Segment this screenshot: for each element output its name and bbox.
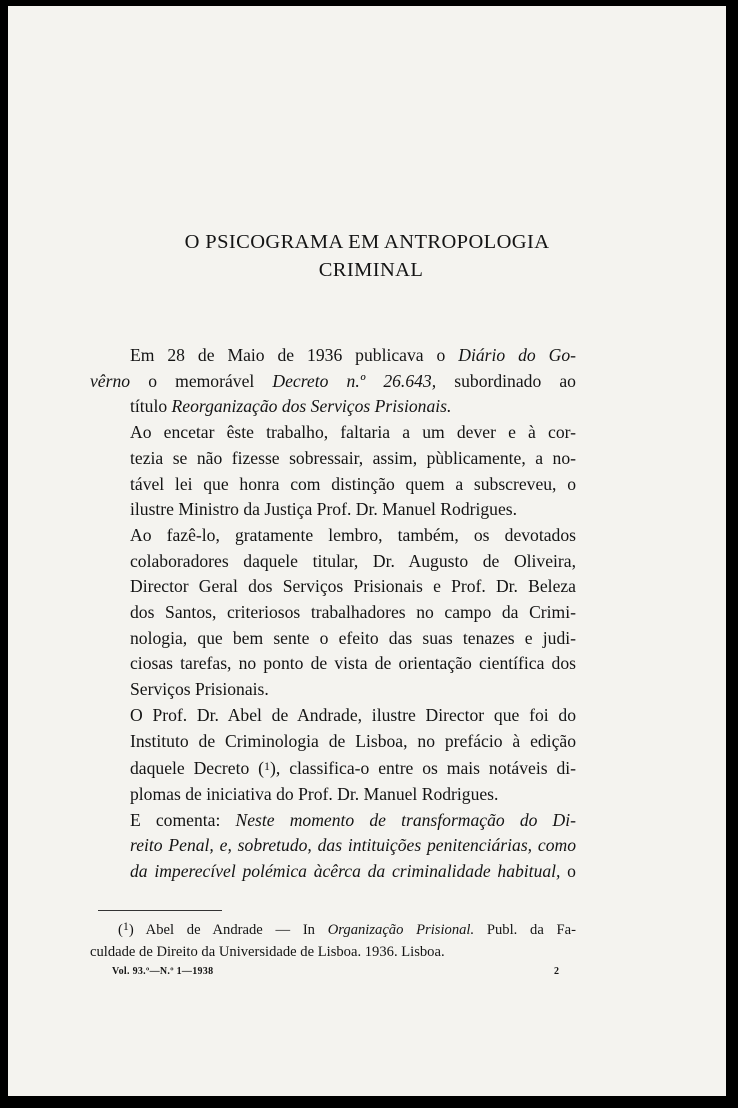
text-line: O Prof. Dr. Abel de Andrade, ilustre Director que foi do	[130, 704, 576, 725]
italic-text: Neste momento de transformação do Di-	[235, 809, 577, 830]
text-line: tável lei que honra com distinção quem a subscreveu, o	[130, 473, 576, 494]
document-page	[8, 6, 726, 1096]
text-line: Ao encetar êste trabalho, faltaria a um dever e à cor-	[130, 422, 576, 443]
text-line: dos Santos, criteriosos trabalhadores no campo da Crimi-	[130, 602, 576, 623]
text-span: E comenta:	[130, 809, 236, 830]
text-line: ilustre Ministro da Justiça Prof. Dr. Manuel Rodrigues.	[130, 499, 518, 520]
text-span: Em 28 de Maio de 1936 publicava o	[130, 345, 459, 365]
text-line: colaboradores daquele titular, Dr. Augusto de Oliveira,	[130, 550, 576, 571]
italic-text: Organização Prisional.	[327, 922, 475, 938]
paragraph-4	[90, 703, 576, 808]
footnote: ($^1$) Abel de Andrade — In Organização Prisional. Publ. da Fa- culdade de Direito da Universidade de Lisboa. 1936. Lisboa.	[90, 916, 576, 963]
italic-text: vêrno	[90, 370, 131, 391]
text-span: subordinado ao	[436, 370, 576, 391]
footnote-divider	[98, 910, 222, 911]
text-line: Serviços Prisionais.	[130, 679, 269, 700]
paragraph-5	[90, 808, 576, 885]
italic-text: Decreto n.º 26.643,	[272, 370, 437, 391]
signature-mark: 2	[554, 966, 560, 977]
article-body	[90, 343, 576, 885]
text-span: o	[560, 861, 576, 882]
text-line: Director Geral dos Serviços Prisionais e Prof. Dr. Beleza	[130, 576, 576, 597]
text-line: ciosas tarefas, no ponto de vista de orientação científica dos	[130, 653, 576, 674]
page-title-line-2: CRIMINAL	[318, 259, 424, 281]
text-line: Ao fazê-lo, gratamente lembro, também, os devotados	[130, 524, 576, 545]
text-line: tezia se não fizesse sobressair, assim, pùblicamente, a no-	[130, 447, 576, 468]
paragraph-2	[90, 420, 576, 523]
text-span: ), classifica-o entre os mais notáveis di-	[270, 758, 577, 779]
text-line: Instituto de Criminologia de Lisboa, no prefácio à edição	[130, 730, 576, 751]
text-span: Publ. da Fa-	[474, 922, 576, 938]
text-span: o memorável	[130, 370, 273, 391]
paragraph-1	[90, 343, 576, 420]
italic-text: Diário do Go-	[458, 345, 576, 365]
page-title-line-1: O PSICOGRAMA EM ANTROPOLOGIA	[184, 231, 550, 253]
footnote-reference[interactable]: 1	[264, 759, 271, 774]
paragraph-3	[90, 523, 576, 703]
text-span: título	[130, 396, 172, 417]
text-line: nologia, que bem sente o efeito das suas tenazes e judi-	[130, 627, 576, 648]
italic-text: da imperecível polémica àcêrca da criminalidade habitual,	[130, 861, 561, 882]
volume-line: Vol. 93.º—N.º 1—1938	[112, 966, 214, 977]
footnote-marker: 1	[122, 919, 129, 933]
italic-text: Reorganização dos Serviços Prisionais.	[171, 396, 452, 417]
text-span: daquele Decreto (	[130, 758, 265, 779]
italic-text: reito Penal, e, sobretudo, das intituições penitenciárias, como	[130, 835, 576, 856]
text-line: plomas de iniciativa do Prof. Dr. Manuel Rodrigues.	[130, 783, 499, 804]
text-line: culdade de Direito da Universidade de Lisboa. 1936. Lisboa.	[90, 943, 445, 960]
text-span: ) Abel de Andrade — In	[128, 922, 328, 938]
